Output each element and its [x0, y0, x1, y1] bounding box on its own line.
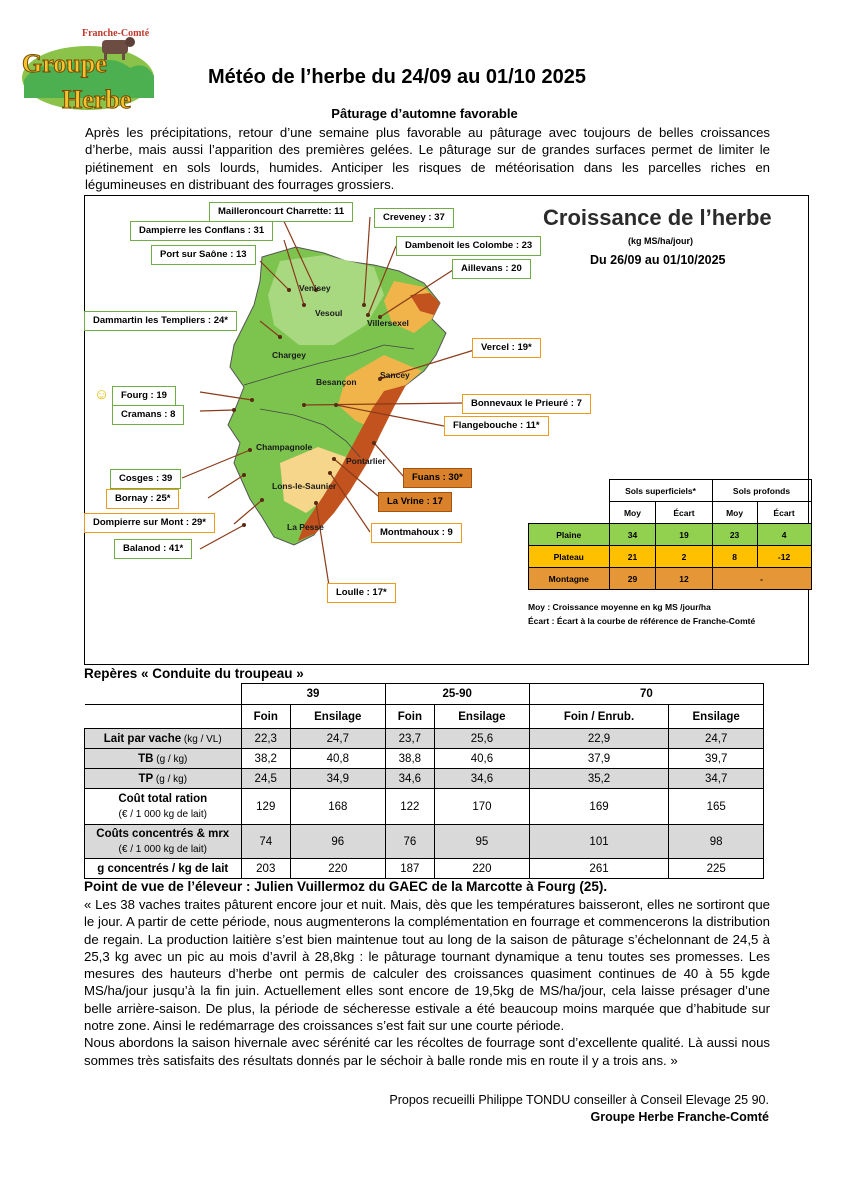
cell: 203 — [241, 859, 291, 879]
station-label: Vercel : 19* — [472, 338, 541, 358]
smiley-icon: ☺ — [94, 386, 110, 403]
station-label: Dampierre les Conflans : 31 — [130, 221, 273, 241]
row-label: TB — [138, 752, 154, 765]
cell: 95 — [435, 825, 530, 859]
col-ecart: Écart — [656, 502, 712, 524]
row-label: Coûts concentrés & mrx — [96, 827, 230, 840]
group-header: 25-90 — [385, 684, 529, 705]
station-label: Creveney : 37 — [374, 208, 454, 228]
station-label: Bonnevaux le Prieuré : 7 — [462, 394, 591, 414]
map-date: Du 26/09 au 01/10/2025 — [590, 253, 726, 267]
table-row — [85, 825, 764, 859]
reperes-table — [84, 683, 764, 879]
groupe-herbe-logo — [20, 18, 155, 113]
cell: 12 — [656, 568, 712, 590]
zone-label: Montagne — [529, 568, 610, 590]
city-label: Besançon — [316, 377, 357, 387]
cell: 21 — [609, 546, 656, 568]
cell: 122 — [385, 789, 435, 825]
cell: 23 — [712, 524, 757, 546]
row-label: TP — [138, 772, 154, 785]
eleveur-paragraph: « Les 38 vaches traites pâturent encore jour et nuit. Mais, dès que les températures baisseront, elles ne sortiront que le jour. A partir de cette période, nous augmenterons la complémentation en fourrage et commencerons la distribution de regain. La production laitière s’est bien maintenue tout au long de la saison de pâturage s’échelonnant de 24,5 à 25,3 kg avec un pic au mois d’avril à 28,8kg : le pâturage tournant dynamique a tenu toutes ses promesses. Les mesures des hauteurs d’herbe ont permis de calculer des croissances quasiment continues de 40 à 55 kgde MS/ha/jour jusqu’à la fin juin. Actuellement elles sont encore de 19,5kg de MS/ha/jour, cela laisse présager d’une belle arrière-saison. De plus, la période de sécheresse estivale a été beaucoup moins marquée que d’habitude sur notre zone. Ainsi le redémarrage des croissances s’est fait sur une courte période. — [84, 897, 770, 1034]
city-label: Lons-le-Saunier — [272, 481, 337, 491]
station-label: Cosges : 39 — [110, 469, 181, 489]
station-label: Fuans : 30* — [403, 468, 472, 488]
table-row — [85, 769, 764, 789]
cell: 220 — [291, 859, 386, 879]
table-row — [85, 859, 764, 879]
cell: -12 — [757, 546, 811, 568]
station-label: Montmahoux : 9 — [371, 523, 462, 543]
svg-text:Herbe: Herbe — [62, 85, 132, 113]
city-label: Vesoul — [315, 308, 343, 318]
station-label: Mailleroncourt Charrette: 11 — [209, 202, 353, 222]
cell: 23,7 — [385, 729, 435, 749]
cell: 261 — [529, 859, 669, 879]
cell: 22,3 — [241, 729, 291, 749]
row-label: Coût total ration — [118, 792, 208, 805]
cell: 225 — [669, 859, 764, 879]
sub-header: Foin — [241, 705, 291, 729]
cell: 8 — [712, 546, 757, 568]
cell: 40,6 — [435, 749, 530, 769]
col-moy: Moy — [712, 502, 757, 524]
cell: 34,6 — [435, 769, 530, 789]
city-label: Villersexel — [367, 318, 409, 328]
city-label: La Pesse — [287, 522, 324, 532]
group-header: 70 — [529, 684, 763, 705]
sub-header: Ensilage — [435, 705, 530, 729]
row-montagne — [529, 568, 812, 590]
cell: 38,8 — [385, 749, 435, 769]
station-label: Dambenoit les Colombe : 23 — [396, 236, 541, 256]
row-plateau — [529, 546, 812, 568]
cell: 24,7 — [291, 729, 386, 749]
table-row — [85, 789, 764, 825]
row-unit: (kg / VL) — [181, 733, 222, 745]
station-label: Dompierre sur Mont : 29* — [84, 513, 215, 533]
city-label: Pontarlier — [346, 456, 386, 466]
page-subtitle: Pâturage d’automne favorable — [331, 106, 518, 121]
cell: 34,6 — [385, 769, 435, 789]
row-label: g concentrés / kg de lait — [97, 862, 229, 875]
row-unit: (g / kg) — [153, 753, 188, 765]
row-plaine — [529, 524, 812, 546]
station-label: Cramans : 8 — [112, 405, 184, 425]
city-label: Sancey — [380, 370, 410, 380]
city-label: Champagnole — [256, 442, 313, 452]
city-label: Venisey — [299, 283, 331, 293]
table-row — [85, 729, 764, 749]
row-sub: (€ / 1 000 kg de lait) — [118, 808, 207, 820]
sub-header: Ensilage — [291, 705, 386, 729]
svg-text:Franche-Comté: Franche-Comté — [82, 28, 150, 39]
eleveur-paragraph: Nous abordons la saison hivernale avec sérénité car les récoltes de fourrage sont d’excellente qualité. Là aussi nous sommes très satisfaits des résultats donnés par le séchoir à balle ronde mis en route il y a trois ans. » — [84, 1035, 770, 1068]
cell: 129 — [241, 789, 291, 825]
cell: 22,9 — [529, 729, 669, 749]
group-header: 39 — [241, 684, 385, 705]
cell: 101 — [529, 825, 669, 859]
legend-ecart: Écart : Écart à la courbe de référence de Franche-Comté — [528, 616, 756, 626]
eleveur-title: Point de vue de l’éleveur : Julien Vuillermoz du GAEC de la Marcotte à Fourg (25). — [84, 879, 608, 894]
station-label: Fourg : 19 — [112, 386, 176, 406]
cell: 170 — [435, 789, 530, 825]
cell: 29 — [609, 568, 656, 590]
cell: 37,9 — [529, 749, 669, 769]
cell: 96 — [291, 825, 386, 859]
cell: 34,9 — [291, 769, 386, 789]
cell: 169 — [529, 789, 669, 825]
signature: Groupe Herbe Franche-Comté — [590, 1110, 769, 1124]
col-group-superficiels: Sols superficiels* — [609, 480, 712, 502]
cell: 35,2 — [529, 769, 669, 789]
zone-label: Plateau — [529, 546, 610, 568]
row-unit: (g / kg) — [153, 773, 188, 785]
row-label: Lait par vache — [103, 732, 182, 745]
station-label: Loulle : 17* — [327, 583, 396, 603]
credit-line: Propos recueilli Philippe TONDU conseiller à Conseil Elevage 25 90. — [389, 1093, 769, 1107]
eleveur-text — [84, 896, 770, 1069]
zone-label: Plaine — [529, 524, 610, 546]
cell: 187 — [385, 859, 435, 879]
cell: 165 — [669, 789, 764, 825]
cell: 24,5 — [241, 769, 291, 789]
sub-header: Ensilage — [669, 705, 764, 729]
intro-paragraph: Après les précipitations, retour d’une semaine plus favorable au pâturage avec toujours de belles croissances d’herbe, mais aussi l’apparition des premières gelées. Le pâturage sur de grandes surfaces permet de limiter le piétinement en sols lourds, humides. Anticiper les risques de météorisation dans les parcelles riches en légumineuses en distribuant des fourrages grossiers. — [85, 125, 770, 193]
croissance-table — [528, 479, 812, 590]
col-ecart: Écart — [757, 502, 811, 524]
row-sub: (€ / 1 000 kg de lait) — [118, 843, 207, 855]
station-label: Balanod : 41* — [114, 539, 192, 559]
station-label: Bornay : 25* — [106, 489, 179, 509]
cell: 98 — [669, 825, 764, 859]
city-label: Chargey — [272, 350, 307, 360]
cell: 40,8 — [291, 749, 386, 769]
cell: 74 — [241, 825, 291, 859]
map-unit: (kg MS/ha/jour) — [628, 236, 693, 246]
station-label: La Vrine : 17 — [378, 492, 452, 512]
svg-text:Groupe: Groupe — [22, 49, 107, 78]
map-title: Croissance de l’herbe — [543, 205, 772, 230]
reperes-title: Repères « Conduite du troupeau » — [84, 666, 304, 681]
col-group-profonds: Sols profonds — [712, 480, 811, 502]
station-label: Dammartin les Templiers : 24* — [84, 311, 237, 331]
cell: 25,6 — [435, 729, 530, 749]
cell: 34,7 — [669, 769, 764, 789]
legend-moy: Moy : Croissance moyenne en kg MS /jour/ha — [528, 602, 711, 612]
page-title: Météo de l’herbe du 24/09 au 01/10 2025 — [208, 66, 586, 88]
sub-header: Foin — [385, 705, 435, 729]
cell: 38,2 — [241, 749, 291, 769]
cell: 2 — [656, 546, 712, 568]
sub-header: Foin / Enrub. — [529, 705, 669, 729]
station-label: Port sur Saône : 13 — [151, 245, 256, 265]
cell: 168 — [291, 789, 386, 825]
cell: 34 — [609, 524, 656, 546]
col-moy: Moy — [609, 502, 656, 524]
station-label: Aillevans : 20 — [452, 259, 531, 279]
station-label: Flangebouche : 11* — [444, 416, 549, 436]
cell: 76 — [385, 825, 435, 859]
cell: 24,7 — [669, 729, 764, 749]
cell: 220 — [435, 859, 530, 879]
cell: - — [712, 568, 811, 590]
cell: 39,7 — [669, 749, 764, 769]
table-row — [85, 749, 764, 769]
cell: 4 — [757, 524, 811, 546]
cell: 19 — [656, 524, 712, 546]
